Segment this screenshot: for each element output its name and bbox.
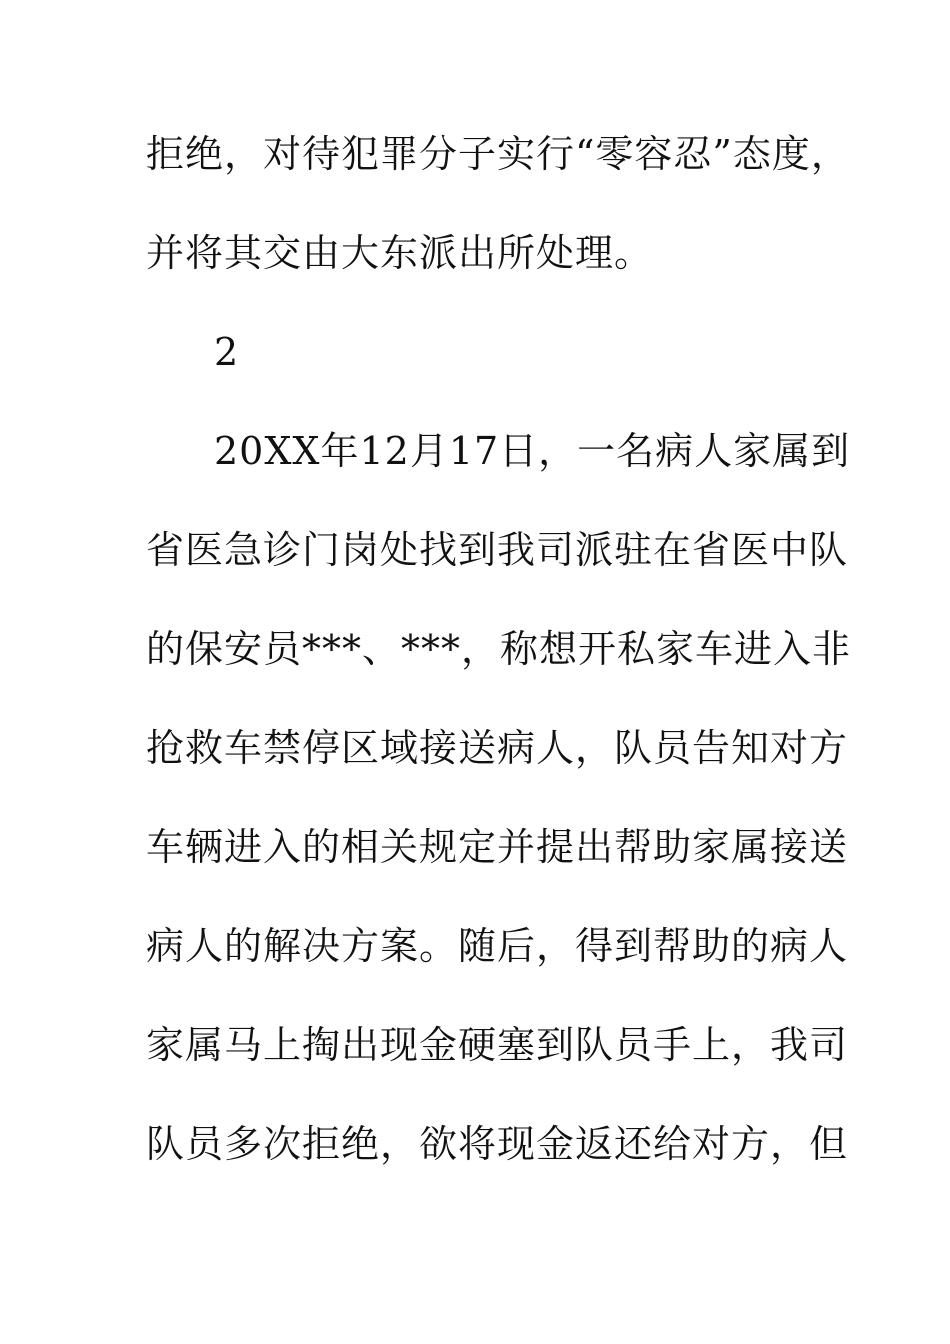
paragraph-line: 家属马上掏出现金硬塞到队员手上，我司 [146,1023,849,1067]
paragraph-line: 的保安员***、***，称想开私家车进入非 [146,627,852,671]
paragraph-line: 队员多次拒绝，欲将现金返还给对方，但 [146,1122,849,1166]
paragraph-line: 车辆进入的相关规定并提出帮助家属接送 [146,825,849,869]
paragraph-line: 抢救车禁停区域接送病人，队员告知对方 [146,726,849,770]
paragraph-line: 并将其交由大东派出所处理。 [146,231,654,275]
paragraph-line: 拒绝，对待犯罪分子实行“零容忍”态度， [146,132,850,176]
section-number: 2 [214,330,240,374]
paragraph-line: 省医急诊门岗处找到我司派驻在省医中队 [146,528,849,572]
paragraph-line: 20XX年12月17日，一名病人家属到 [214,429,851,473]
paragraph-line: 病人的解决方案。随后，得到帮助的病人 [146,924,849,968]
